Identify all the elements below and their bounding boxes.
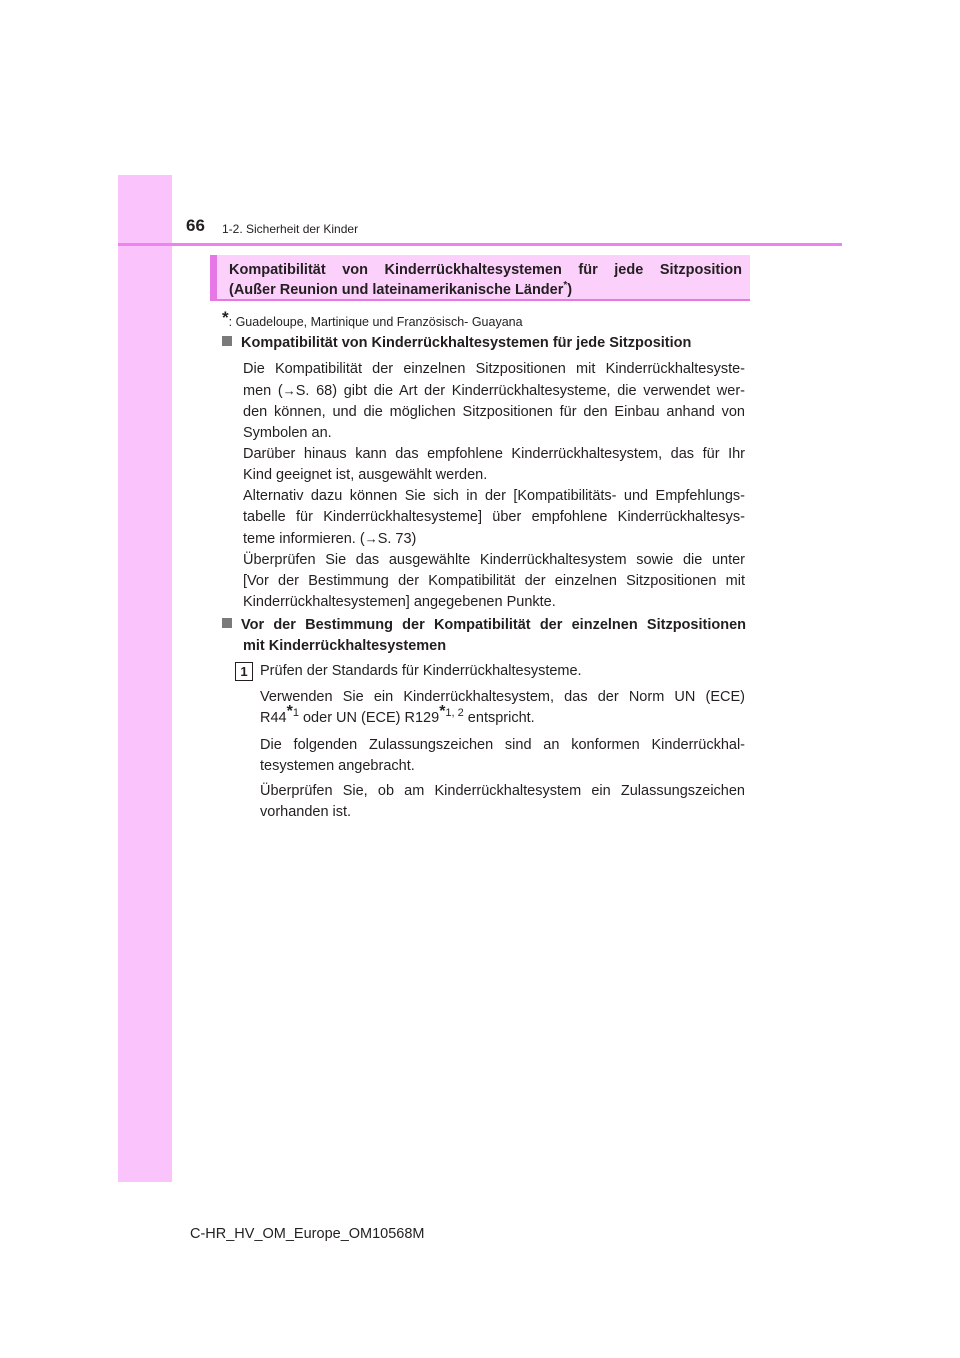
section-heading-before-determination: Vor der Bestimmung der Kompatibilität der einzelnen Sitzpositionen mit Kinderrückhaltesystemen bbox=[222, 615, 746, 657]
side-color-band bbox=[118, 175, 172, 1182]
page-number: 66 bbox=[186, 216, 205, 235]
chapter-title: 1-2. Sicherheit der Kinder bbox=[222, 222, 359, 236]
step-number-badge: 1 bbox=[235, 662, 253, 681]
section-heading-compatibility: Kompatibilität von Kinderrückhaltesystemen für jede Sitzposition bbox=[222, 333, 746, 354]
square-bullet-icon bbox=[222, 618, 232, 628]
title-line-1: Kompatibilität von Kinderrückhaltesystemen für jede Sitzposition bbox=[229, 262, 742, 278]
arrow-right-icon: → bbox=[364, 531, 378, 546]
step-1-paragraph-1: Verwenden Sie ein Kinderrückhaltesystem, das der Norm UN (ECE) R44$^{*1}$ oder UN (ECE) R129$^{*1, 2}$ entspricht. bbox=[260, 689, 745, 726]
step-1-paragraph-2: Die folgenden Zulassungszeichen sind an konformen Kinderrückhal- tesystemen angebracht. bbox=[260, 737, 745, 774]
square-bullet-icon bbox=[222, 336, 232, 346]
document-code: C-HR_HV_OM_Europe_OM10568M bbox=[190, 1226, 425, 1242]
section-compatibility-body: Die Kompatibilität der einzelnen Sitzpositionen mit Kinderrückhaltesyste- men (→S. 68) gibt die Art der Kinderrückhaltesysteme, die verwendet wer- den können, und die möglichen Sitzpositionen für den Einbau anhand von Symbolen an. Darüber hinaus kann das empfohlene Kinderrückhaltesystem, das für Ihr Kind geeignet ist, ausgewählt werden. Alternativ dazu können Sie sich in der [Kompatibilitäts- und Empfehlungs- tabelle für Kinderrückhaltesysteme] über empfohlene Kinderrückhaltesys- teme informieren. (→S. 73) Überprüfen Sie das ausgewählte Kinderrückhaltesystem sowie die unter [Vor der Bestimmung der Kompatibilität der einzelnen Sitzpositionen mit Kinderrückhaltesystemen] angegebenen Punkte. bbox=[243, 361, 745, 610]
section-title-box bbox=[210, 255, 750, 301]
footnote: *: Guadeloupe, Martinique und Französisch- Guayana bbox=[222, 308, 523, 329]
step-1-paragraph-3: Überprüfen Sie, ob am Kinderrückhaltesystem ein Zulassungszeichen vorhanden ist. bbox=[260, 783, 745, 820]
step-1-title: Prüfen der Standards für Kinderrückhaltesysteme. bbox=[260, 663, 582, 679]
title-line-2: (Außer Reunion und lateinamerikanische Länder*) bbox=[229, 280, 573, 298]
arrow-right-icon: → bbox=[282, 383, 296, 398]
header-rule bbox=[118, 243, 842, 246]
